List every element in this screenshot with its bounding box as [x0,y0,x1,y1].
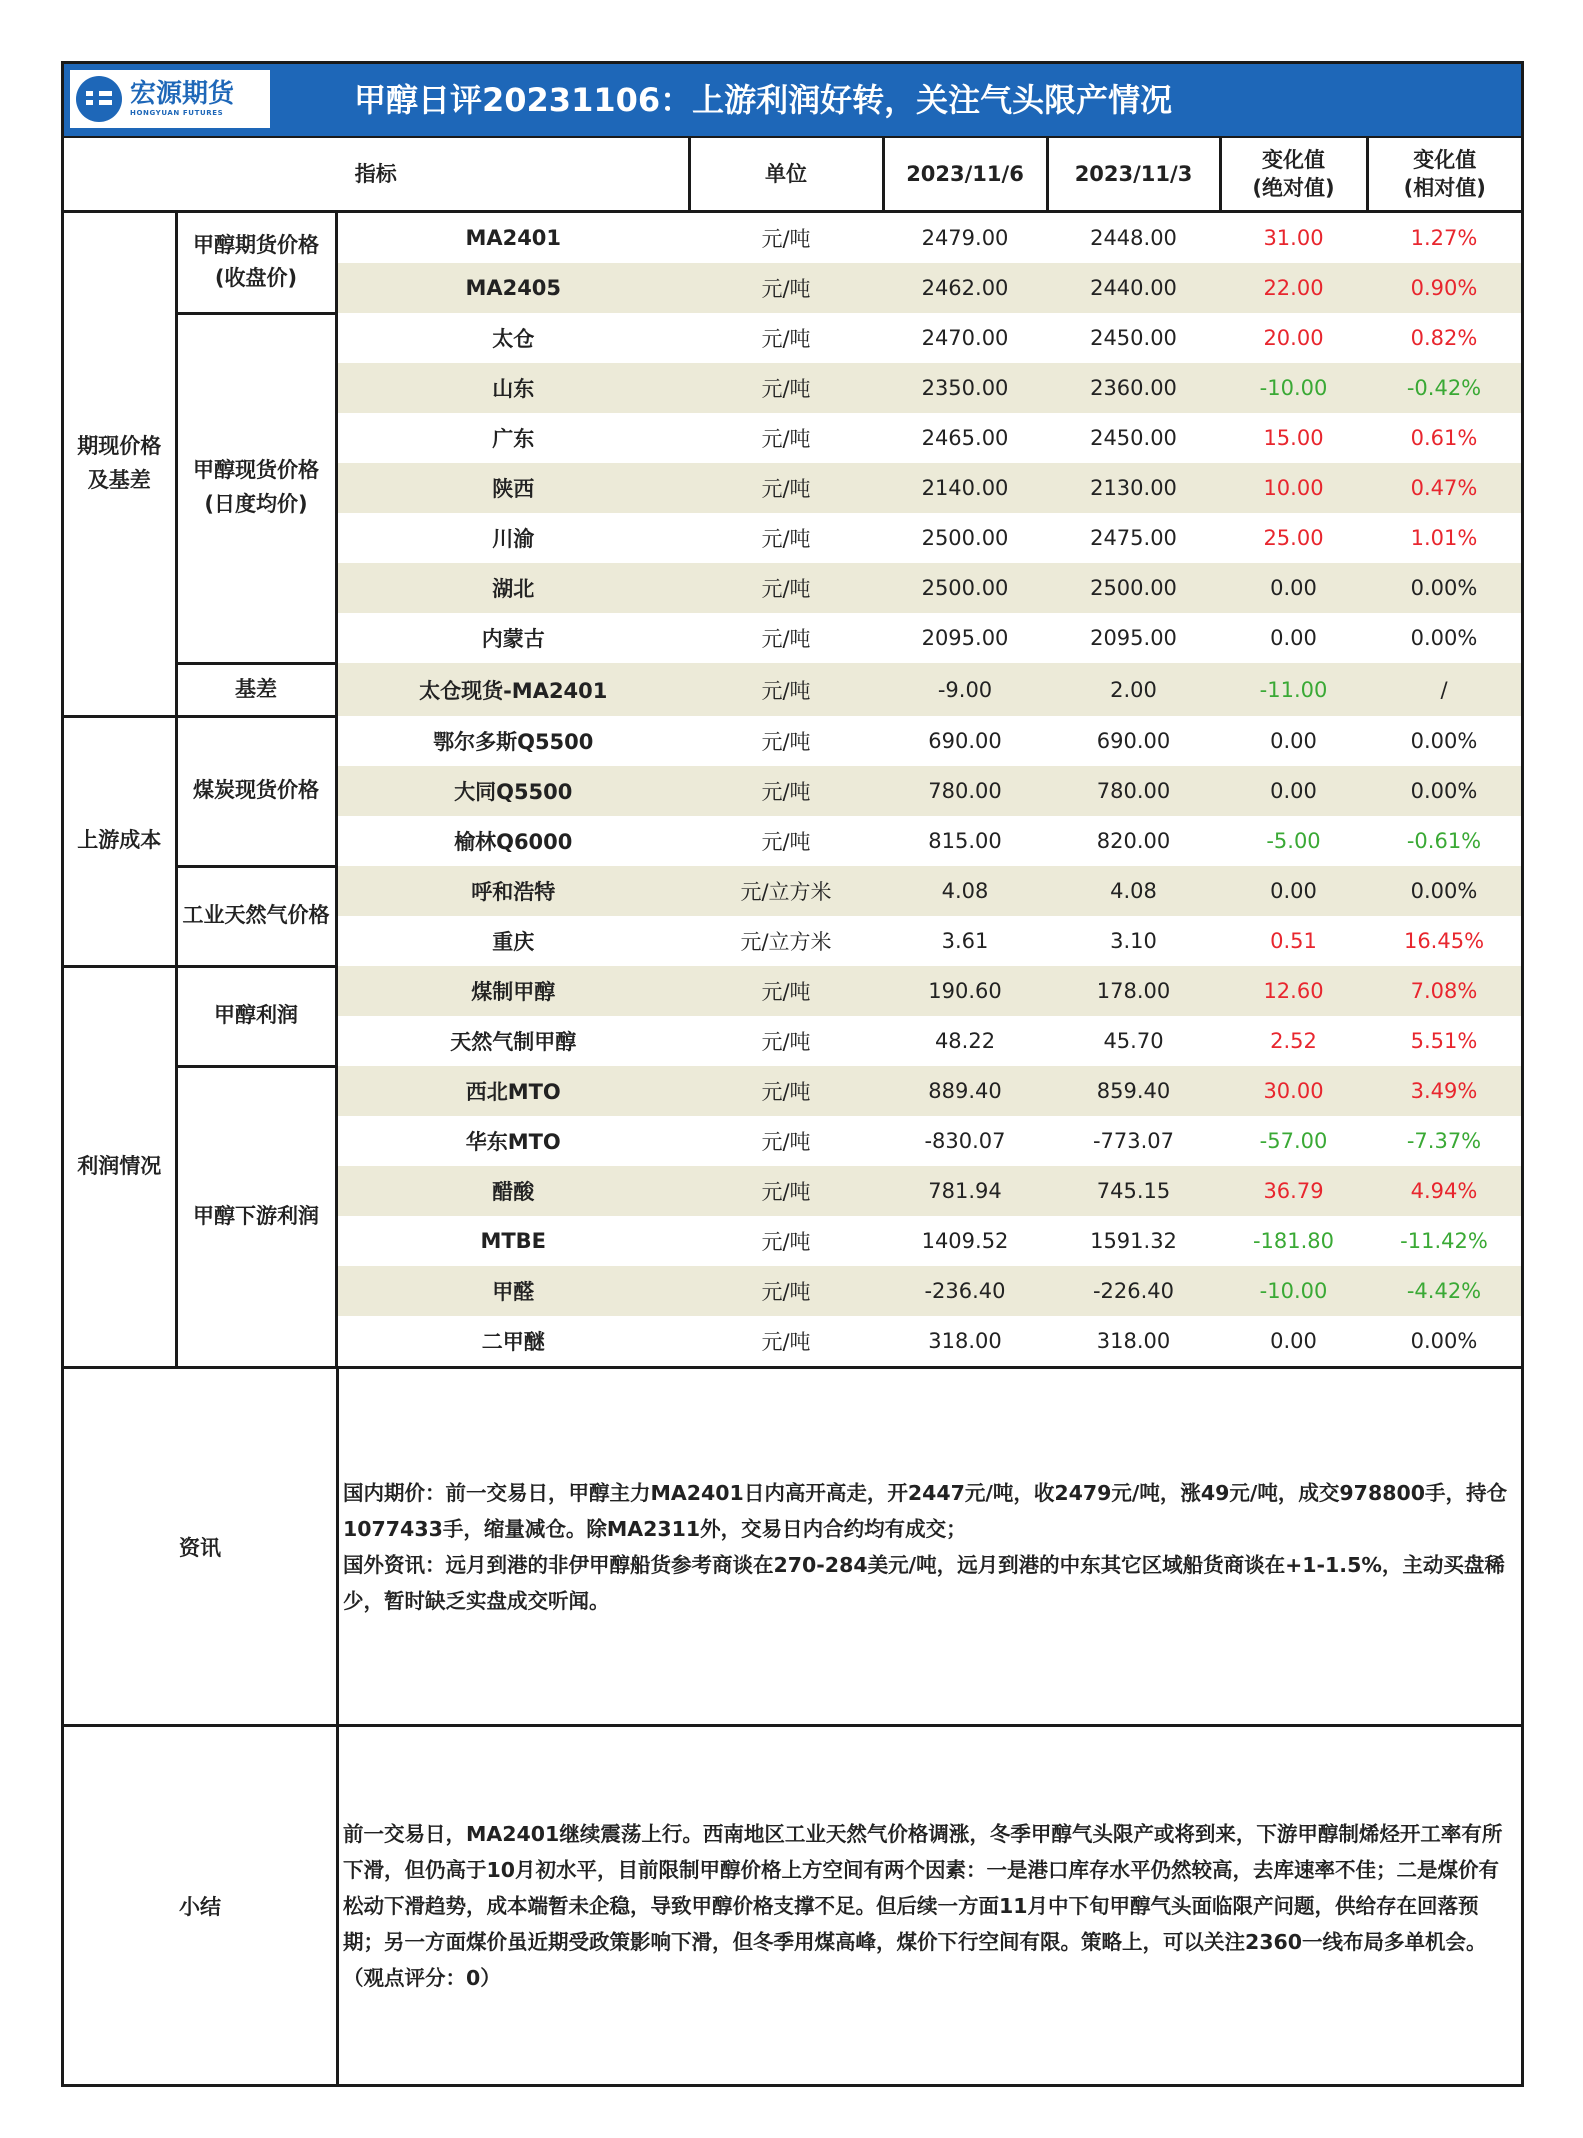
rel-change-cell: -7.37% [1406,1129,1482,1153]
value-date2-cell: 2.00 [1047,663,1220,716]
unit-cell: 元/吨 [761,527,811,551]
abs-change-cell: 2.52 [1270,1029,1317,1053]
table-row [64,1066,1521,1116]
value-date1-cell: 780.00 [883,766,1047,816]
unit-cell: 元/吨 [689,1066,883,1116]
logo-mark-icon [76,76,122,122]
header-abs-change: 变化值 (绝对值) [1220,137,1367,212]
value-date1-cell: 2350.00 [883,363,1047,413]
subgroup-coal-price: 煤炭现货价格 [176,716,336,866]
item-cell: 煤制甲醇 [336,966,689,1016]
value-date1-cell: 815.00 [928,829,1002,853]
item-cell: 醋酸 [336,1166,689,1216]
rel-change-cell: 0.82% [1410,326,1478,350]
unit-cell: 元/吨 [689,1266,883,1316]
header-row [64,137,1521,212]
abs-change-cell: -10.00 [1220,363,1367,413]
header-rel-change: 变化值 (相对值) [1367,137,1521,212]
value-date2-cell: 859.40 [1047,1066,1220,1116]
value-date2-cell: 2360.00 [1047,363,1220,413]
report-sheet [61,61,1524,2087]
unit-cell: 元/立方米 [740,930,832,954]
rel-change-cell: -4.42% [1367,1266,1521,1316]
subgroup-downstream-profit: 甲醇下游利润 [176,1066,336,1368]
value-date1-cell: 2479.00 [921,226,1009,250]
value-date2-cell: 2130.00 [1047,463,1220,513]
item-cell: 川渝 [492,527,535,551]
item-cell: 太仓现货-MA2401 [336,663,689,716]
rel-change-cell: -11.42% [1400,1229,1488,1253]
item-cell: 陕西 [336,463,689,513]
abs-change-cell: 15.00 [1263,426,1324,450]
value-date1-cell: 2470.00 [921,326,1009,350]
unit-cell: 元/立方米 [689,866,883,916]
unit-cell: 元/吨 [761,1130,811,1154]
rel-change-cell: 3.49% [1367,1066,1521,1116]
table-row [64,212,1521,264]
table-row [64,663,1521,716]
value-date1-cell: 3.61 [941,929,989,953]
logo-chinese-name: 宏源期货 [130,79,235,109]
value-date2-cell: 780.00 [1047,766,1220,816]
subgroup-spot-price: 甲醇现货价格 (日度均价) [176,313,336,663]
abs-change-cell: 12.60 [1220,966,1367,1016]
value-date2-cell: 2475.00 [1090,526,1177,550]
abs-change-cell: 10.00 [1220,463,1367,513]
value-date2-cell: 1591.32 [1090,1229,1177,1253]
value-date1-cell: 2465.00 [921,426,1009,450]
value-date2-cell: 2448.00 [1090,226,1177,250]
value-date1-cell: 690.00 [928,729,1002,753]
item-cell: 华东MTO [465,1130,561,1154]
rel-change-cell: 1.01% [1410,526,1478,550]
summary-text: 前一交易日，MA2401继续震荡上行。西南地区工业天然气价格调涨，冬季甲醇气头限产或将到来，下游甲醇制烯烃开工率有所下滑，但仍高于10月初水平，目前限制甲醇价格上方空间有两个因素：一是港口库存水平仍然较高，去库速率不佳；二是煤价有松动下滑趋势，成本端暂未企稳，导致甲醇价格支撑不足。但后续一方面11月中下旬甲醇气头面临限产问题，供给存在回落预期；另一方面煤价虽近期受政策影响下滑，但冬季用煤高峰，煤价下行空间有限。策略上，可以关注2360一线布局多单机会。（观点评分：0） [343,1821,1503,1990]
subgroup-basis: 基差 [176,663,336,716]
value-date2-cell: 45.70 [1103,1029,1164,1053]
table-row [64,866,1521,916]
unit-cell: 元/吨 [689,463,883,513]
item-cell: 重庆 [492,930,535,954]
value-date2-cell: -226.40 [1047,1266,1220,1316]
news-body [339,1369,1521,1724]
value-date2-cell: 318.00 [1047,1316,1220,1368]
title-banner [64,64,1521,136]
item-cell: 太仓 [492,327,535,351]
value-date2-cell: 690.00 [1096,729,1171,753]
rel-change-cell: 0.00% [1367,1316,1521,1368]
value-date1-cell: -830.07 [924,1129,1006,1153]
value-date1-cell: 2500.00 [921,526,1009,550]
unit-cell: 元/吨 [689,1316,883,1368]
item-cell: MA2405 [336,263,689,313]
value-date2-cell: 2500.00 [1047,563,1220,613]
unit-cell: 元/吨 [689,766,883,816]
abs-change-cell: 30.00 [1220,1066,1367,1116]
table-row [64,966,1521,1016]
news-domestic: 国内期价：前一交易日，甲醇主力MA2401日内高开高走，开2447元/吨，收2479元/吨，涨49元/吨，成交978800手，持仓1077433手，缩量减仓。除MA2311外，交易日内合约均有成交； [343,1480,1508,1541]
value-date1-cell: -9.00 [883,663,1047,716]
abs-change-cell: 0.00 [1270,626,1317,650]
unit-cell: 元/吨 [761,627,811,651]
abs-change-cell: 0.00 [1270,729,1317,753]
header-date-1: 2023/11/6 [883,137,1047,212]
unit-cell: 元/吨 [761,327,811,351]
value-date1-cell: 1409.52 [921,1229,1009,1253]
subgroup-futures-price: 甲醇期货价格 (收盘价) [176,212,336,314]
rel-change-cell: 5.51% [1410,1029,1478,1053]
value-date2-cell: -773.07 [1092,1129,1175,1153]
rel-change-cell: 1.27% [1410,226,1478,250]
value-date1-cell: 48.22 [934,1029,996,1053]
value-date1-cell: 4.08 [883,866,1047,916]
abs-change-cell: 0.00 [1220,866,1367,916]
item-cell: 甲醛 [336,1266,689,1316]
report-title: 甲醇日评20231106：上游利润好转，关注气头限产情况 [354,81,1173,119]
item-cell: 大同Q5500 [336,766,689,816]
value-date2-cell: 3.10 [1110,929,1157,953]
rel-change-cell: 0.61% [1410,426,1478,450]
value-date2-cell: 2450.00 [1090,426,1177,450]
abs-change-cell: -10.00 [1220,1266,1367,1316]
news-section [64,1369,1521,1727]
abs-change-cell: 25.00 [1263,526,1324,550]
rel-change-cell: 0.00% [1367,766,1521,816]
methanol-data-table [64,136,1521,1369]
abs-change-cell: -5.00 [1266,829,1321,853]
unit-cell: 元/吨 [689,363,883,413]
rel-change-cell: 0.00% [1367,563,1521,613]
rel-change-cell: / [1367,663,1521,716]
abs-change-cell: 0.00 [1220,1316,1367,1368]
unit-cell: 元/吨 [761,227,811,251]
rel-change-cell: 4.94% [1367,1166,1521,1216]
news-overseas: 国外资讯：远月到港的非伊甲醇船货参考商谈在270-284美元/吨，远月到港的中东其它区域船货商谈在+1-1.5%，主动买盘稀少，暂时缺乏实盘成交听闻。 [343,1552,1505,1613]
unit-cell: 元/吨 [689,663,883,716]
subgroup-gas-price: 工业天然气价格 [176,866,336,966]
value-date1-cell: 2095.00 [921,626,1009,650]
abs-change-cell: 22.00 [1220,263,1367,313]
rel-change-cell: 16.45% [1403,929,1485,953]
value-date2-cell: 178.00 [1047,966,1220,1016]
item-cell: 鄂尔多斯Q5500 [433,730,594,754]
item-cell: 二甲醚 [336,1316,689,1368]
subgroup-methanol-profit: 甲醇利润 [176,966,336,1066]
group-profit: 利润情况 [64,966,176,1368]
item-cell: 湖北 [336,563,689,613]
unit-cell: 元/吨 [761,830,811,854]
value-date2-cell: 820.00 [1096,829,1171,853]
unit-cell: 元/吨 [689,563,883,613]
abs-change-cell: -181.80 [1252,1229,1335,1253]
rel-change-cell: 7.08% [1367,966,1521,1016]
item-cell: 呼和浩特 [336,866,689,916]
abs-change-cell: 31.00 [1263,226,1324,250]
item-cell: MTBE [480,1229,547,1253]
value-date2-cell: 2095.00 [1090,626,1177,650]
unit-cell: 元/吨 [761,730,811,754]
header-unit: 单位 [689,137,883,212]
unit-cell: 元/吨 [689,1166,883,1216]
abs-change-cell: 0.00 [1220,563,1367,613]
value-date2-cell: 2440.00 [1047,263,1220,313]
rel-change-cell: 0.00% [1410,729,1478,753]
table-row [64,313,1521,363]
value-date1-cell: 2500.00 [883,563,1047,613]
item-cell: 山东 [336,363,689,413]
company-logo [70,70,270,128]
abs-change-cell: -57.00 [1259,1129,1328,1153]
abs-change-cell: 20.00 [1263,326,1324,350]
item-cell: 榆林Q6000 [454,830,573,854]
group-price-basis: 期现价格 及基差 [64,212,176,717]
value-date2-cell: 745.15 [1047,1166,1220,1216]
value-date2-cell: 2450.00 [1090,326,1177,350]
unit-cell: 元/吨 [761,1230,811,1254]
unit-cell: 元/吨 [761,427,811,451]
item-cell: MA2401 [465,226,562,250]
item-cell: 天然气制甲醇 [450,1030,577,1054]
summary-label: 小结 [64,1727,339,2084]
value-date2-cell: 4.08 [1047,866,1220,916]
rel-change-cell: 0.00% [1410,626,1478,650]
rel-change-cell: 0.90% [1367,263,1521,313]
unit-cell: 元/吨 [689,966,883,1016]
value-date1-cell: -236.40 [883,1266,1047,1316]
item-cell: 广东 [492,427,535,451]
header-date-2: 2023/11/3 [1047,137,1220,212]
abs-change-cell: 0.00 [1220,766,1367,816]
item-cell: 西北MTO [336,1066,689,1116]
value-date1-cell: 781.94 [883,1166,1047,1216]
abs-change-cell: 0.51 [1270,929,1317,953]
rel-change-cell: -0.61% [1406,829,1482,853]
header-indicator: 指标 [64,137,689,212]
rel-change-cell: 0.47% [1367,463,1521,513]
item-cell: 内蒙古 [481,627,545,651]
value-date1-cell: 190.60 [883,966,1047,1016]
value-date1-cell: 2462.00 [883,263,1047,313]
rel-change-cell: -0.42% [1367,363,1521,413]
summary-body [339,1727,1521,2084]
rel-change-cell: 0.00% [1367,866,1521,916]
news-label: 资讯 [64,1369,339,1724]
value-date1-cell: 889.40 [883,1066,1047,1116]
unit-cell: 元/吨 [761,1030,811,1054]
table-row [64,716,1521,766]
abs-change-cell: -11.00 [1220,663,1367,716]
value-date1-cell: 318.00 [883,1316,1047,1368]
logo-english-name: HONGYUAN FUTURES [130,109,224,117]
unit-cell: 元/吨 [689,263,883,313]
value-date1-cell: 2140.00 [883,463,1047,513]
group-upstream-cost: 上游成本 [64,716,176,966]
summary-section [64,1727,1521,2084]
abs-change-cell: 36.79 [1220,1166,1367,1216]
